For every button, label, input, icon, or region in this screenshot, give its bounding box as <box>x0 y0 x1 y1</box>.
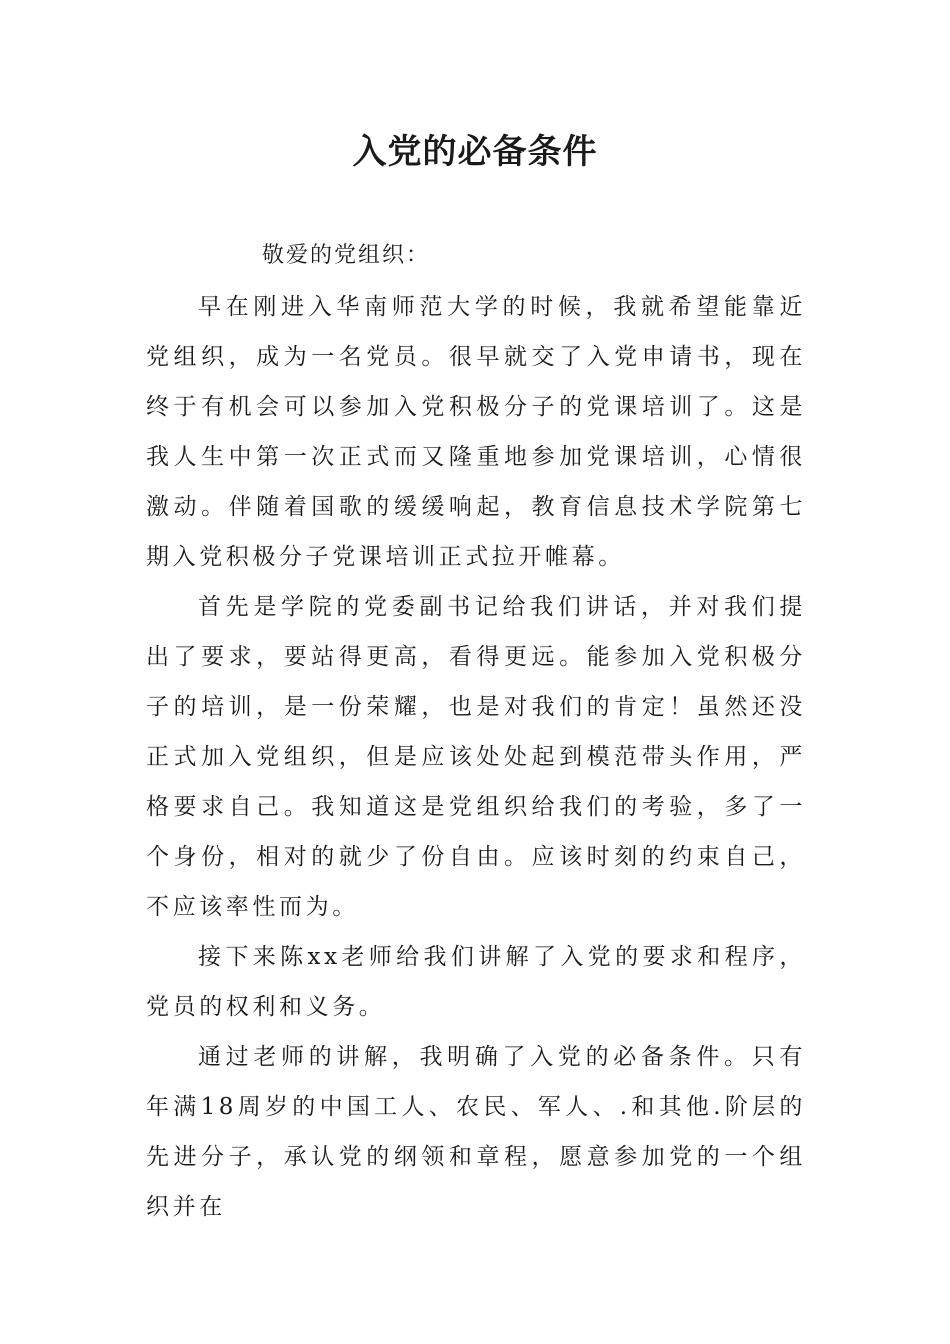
paragraph-1: 早在刚进入华南师范大学的时候，我就希望能靠近党组织，成为一名党员。很早就交了入党申请书，现在终于有机会可以参加入党积极分子的党课培训了。这是我人生中第一次正式而又隆重地参加党课培训，心情很激动。伴随着国歌的缓缓响起，教育信息技术学院第七期入党积极分子党课培训正式拉开帷幕。 <box>146 294 806 570</box>
paragraph-2: 首先是学院的党委副书记给我们讲话，并对我们提出了要求，要站得更高，看得更远。能参加入党积极分子的培训，是一份荣耀，也是对我们的肯定！虽然还没正式加入党组织，但是应该处处起到模范带头作用，严格要求自己。我知道这是党组织给我们的考验，多了一个身份，相对的就少了份自由。应该时刻的约束自己，不应该率性而为。 <box>146 594 806 920</box>
paragraph-3: 接下来陈xx老师给我们讲解了入党的要求和程序，党员的权利和义务。 <box>146 944 806 1020</box>
salutation: 敬爱的党组织： <box>262 243 431 268</box>
document-body <box>146 282 806 1232</box>
paragraph-4: 通过老师的讲解，我明确了入党的必备条件。只有年满18周岁的中国工人、农民、军人、.和其他.阶层的先进分子，承认党的纲领和章程，愿意参加党的一个组织并在 <box>146 1044 806 1220</box>
document-title: 入党的必备条件 <box>352 132 598 172</box>
